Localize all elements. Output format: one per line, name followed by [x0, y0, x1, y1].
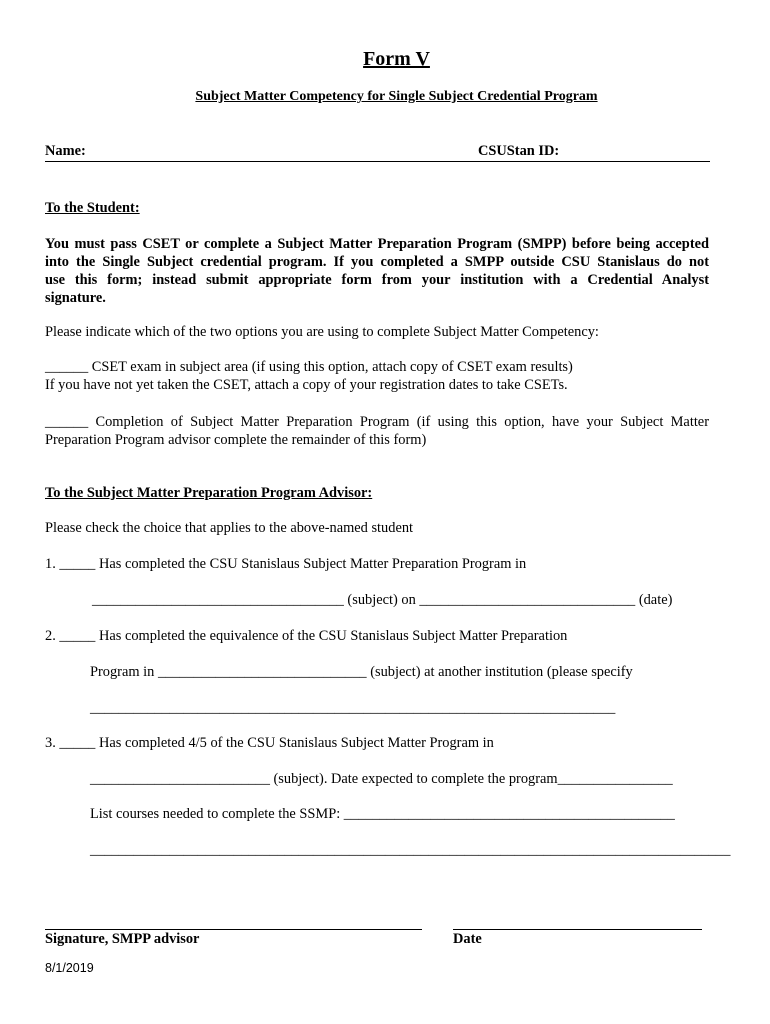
advisor-heading: To the Subject Matter Preparation Program Advisor: — [45, 485, 373, 501]
option-cset[interactable]: ______ CSET exam in subject area (if using this option, attach copy of CSET exam results) — [45, 359, 573, 375]
form-subtitle: Subject Matter Competency for Single Subject Credential Program — [195, 89, 598, 104]
choice-2-program[interactable]: Program in _____________________________ (subject) at another institution (please specify — [90, 664, 633, 680]
option-smpp-line-2: Preparation Program advisor complete the remainder of this form) — [45, 432, 427, 448]
courses-needed[interactable]: List courses needed to complete the SSMP: ______________________________________________ — [90, 806, 675, 822]
option-cset-note: If you have not yet taken the CSET, attach a copy of your registration dates to take CSETs. — [45, 377, 568, 393]
student-notice — [45, 235, 709, 307]
advisor-instruction: Please check the choice that applies to the above-named student — [45, 520, 414, 536]
name-id-underline[interactable] — [45, 161, 710, 162]
student-heading: To the Student: — [45, 200, 140, 216]
notice-line-2: into the Single Subject credential program. If you completed a SMPP outside CSU Stanislaus do not — [45, 254, 709, 270]
revision-date: 8/1/2019 — [45, 961, 94, 975]
signature-label: Signature, SMPP advisor — [45, 931, 200, 947]
choice-2-specify-line[interactable]: _________________________________________________________________________ — [90, 700, 616, 716]
notice-line-4: signature. — [45, 290, 106, 306]
option-smpp-line-1: ______ Completion of Subject Matter Preparation Program (if using this option, have your Subject Matter — [45, 414, 709, 430]
choice-2[interactable]: 2. _____ Has completed the equivalence of the CSU Stanislaus Subject Matter Preparation — [45, 628, 568, 644]
choice-1[interactable]: 1. _____ Has completed the CSU Stanislaus Subject Matter Preparation Program in — [45, 556, 527, 572]
notice-line-3: use this form; instead submit appropriate form from your institution with a Credential Analyst — [45, 272, 709, 288]
choice-1-subject-date[interactable]: ___________________________________ (subject) on ______________________________ (date) — [92, 592, 673, 608]
csustan-id-label: CSUStan ID: — [478, 143, 560, 159]
notice-line-1: You must pass CSET or complete a Subject Matter Preparation Program (SMPP) before being accepted — [45, 236, 709, 252]
choice-3-subject-date[interactable]: _________________________ (subject). Date expected to complete the program________________ — [90, 771, 673, 787]
date-label: Date — [453, 931, 482, 947]
option-smpp[interactable] — [45, 413, 709, 449]
signature-line[interactable] — [45, 929, 422, 930]
courses-needed-line[interactable]: _________________________________________________________________________________________ — [90, 842, 731, 858]
choice-3[interactable]: 3. _____ Has completed 4/5 of the CSU Stanislaus Subject Matter Program in — [45, 735, 494, 751]
options-instruction: Please indicate which of the two options you are using to complete Subject Matter Competency: — [45, 324, 599, 340]
date-line[interactable] — [453, 929, 702, 930]
form-title: Form V — [363, 48, 430, 70]
name-label: Name: — [45, 143, 86, 159]
